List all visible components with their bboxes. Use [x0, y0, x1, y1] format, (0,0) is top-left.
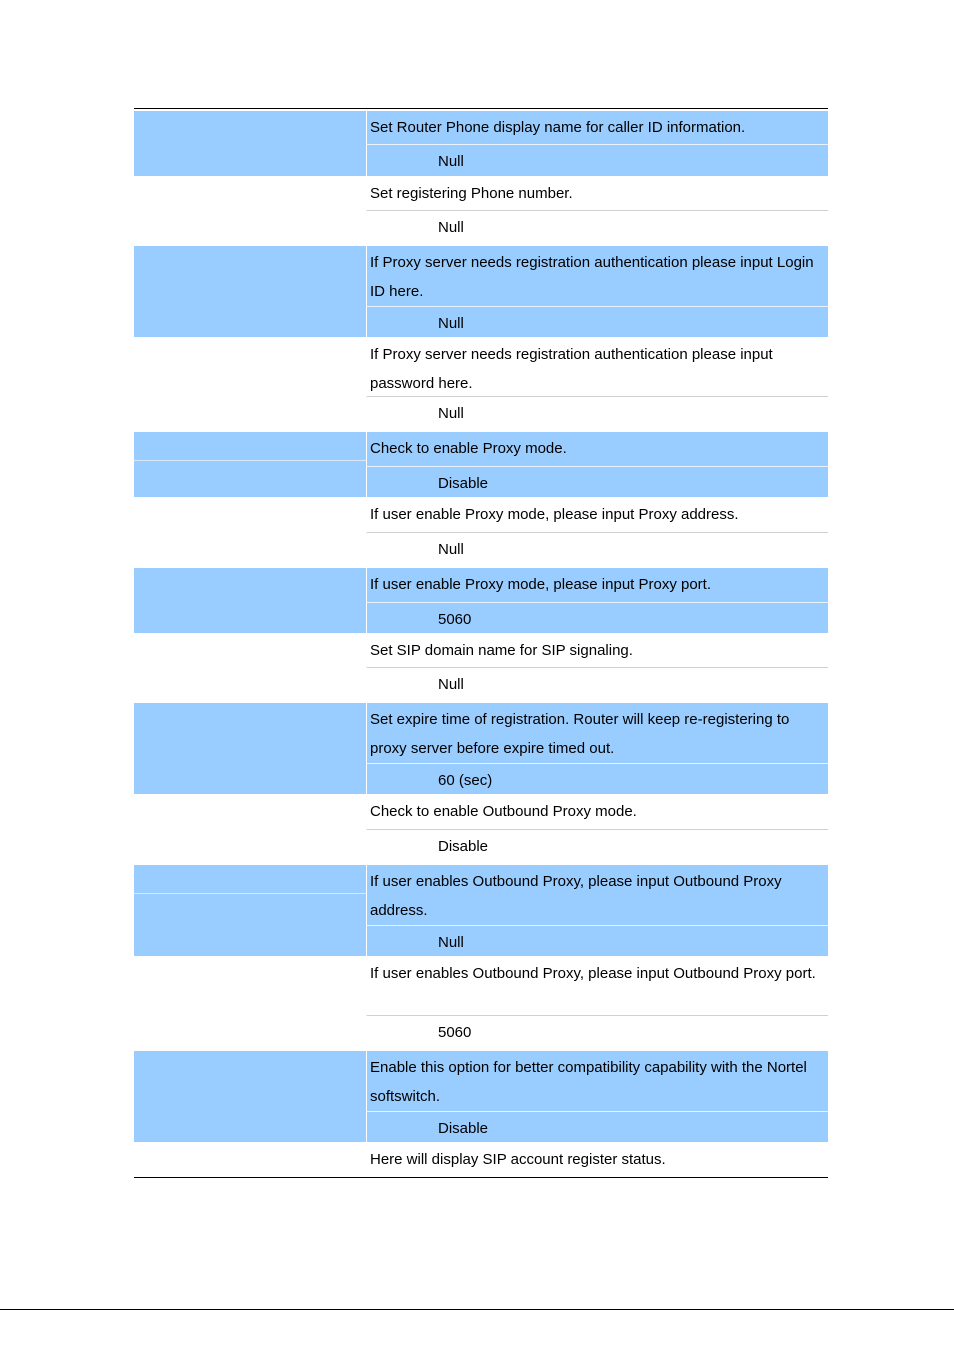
content-cell	[366, 432, 828, 497]
row-description: If user enables Outbound Proxy, please input Outbound Proxy port.	[366, 957, 828, 1015]
row-default-value: Null	[366, 532, 828, 567]
row-description: Set Router Phone display name for caller ID information.	[366, 111, 828, 144]
table-row	[134, 109, 828, 177]
row-default-value: 5060	[366, 1015, 828, 1050]
table-row	[134, 338, 828, 430]
content-cell	[366, 703, 828, 794]
label-cell	[134, 338, 366, 429]
row-default-value: Null	[366, 210, 828, 245]
label-cell	[134, 246, 366, 337]
page-footer-rule	[0, 1309, 954, 1310]
label-cell	[134, 634, 366, 700]
label-cell	[134, 568, 366, 633]
label-cell	[134, 795, 366, 862]
table-row	[134, 1143, 828, 1177]
table-row	[134, 430, 828, 498]
row-description: Check to enable Proxy mode.	[366, 432, 828, 466]
row-description: If Proxy server needs registration authentication please input Login ID here.	[366, 246, 828, 306]
row-default-value: 60 (sec)	[366, 763, 828, 798]
content-cell	[366, 1143, 828, 1176]
table-row	[134, 701, 828, 795]
content-cell	[366, 111, 828, 176]
row-default-value: Null	[366, 306, 828, 341]
content-cell	[366, 795, 828, 862]
row-description: If user enables Outbound Proxy, please input Outbound Proxy address.	[366, 865, 828, 925]
label-cell	[134, 498, 366, 565]
content-cell	[366, 177, 828, 243]
table-row	[134, 566, 828, 634]
sip-settings-table	[134, 108, 828, 1178]
label-cell	[134, 1143, 366, 1176]
table-row	[134, 498, 828, 566]
label-cell	[134, 177, 366, 243]
row-description: Set expire time of registration. Router will keep re-registering to proxy server before expire timed out.	[366, 703, 828, 763]
content-cell	[366, 634, 828, 700]
label-cell	[134, 703, 366, 794]
table-row	[134, 795, 828, 863]
row-default-value: Disable	[366, 829, 828, 864]
table-row	[134, 244, 828, 338]
row-default-value: Null	[366, 667, 828, 702]
label-cell	[134, 957, 366, 1048]
row-default-value: Null	[366, 925, 828, 960]
content-cell	[366, 246, 828, 337]
label-cell	[134, 865, 366, 956]
table-row	[134, 634, 828, 701]
row-default-value: 5060	[366, 602, 828, 637]
row-description: Set registering Phone number.	[366, 177, 828, 210]
row-description: Set SIP domain name for SIP signaling.	[366, 634, 828, 667]
label-cell	[134, 1051, 366, 1142]
row-description: If user enable Proxy mode, please input Proxy address.	[366, 498, 828, 532]
row-description: If user enable Proxy mode, please input Proxy port.	[366, 568, 828, 602]
row-description: Check to enable Outbound Proxy mode.	[366, 795, 828, 829]
content-cell	[366, 957, 828, 1048]
content-cell	[366, 865, 828, 956]
table-row	[134, 957, 828, 1049]
content-cell	[366, 568, 828, 633]
row-default-value: Disable	[366, 1111, 828, 1146]
row-default-value: Null	[366, 144, 828, 179]
table-row	[134, 863, 828, 957]
row-description: Enable this option for better compatibility capability with the Nortel softswitch.	[366, 1051, 828, 1111]
row-default-value: Disable	[366, 466, 828, 501]
content-cell	[366, 498, 828, 565]
table-row	[134, 1049, 828, 1143]
row-default-value: Null	[366, 396, 828, 431]
row-description: Here will display SIP account register status.	[366, 1143, 828, 1177]
content-cell	[366, 338, 828, 429]
row-description: If Proxy server needs registration authentication please input password here.	[366, 338, 828, 396]
label-cell	[134, 111, 366, 176]
content-cell	[366, 1051, 828, 1142]
table-row	[134, 177, 828, 244]
label-cell	[134, 432, 366, 497]
